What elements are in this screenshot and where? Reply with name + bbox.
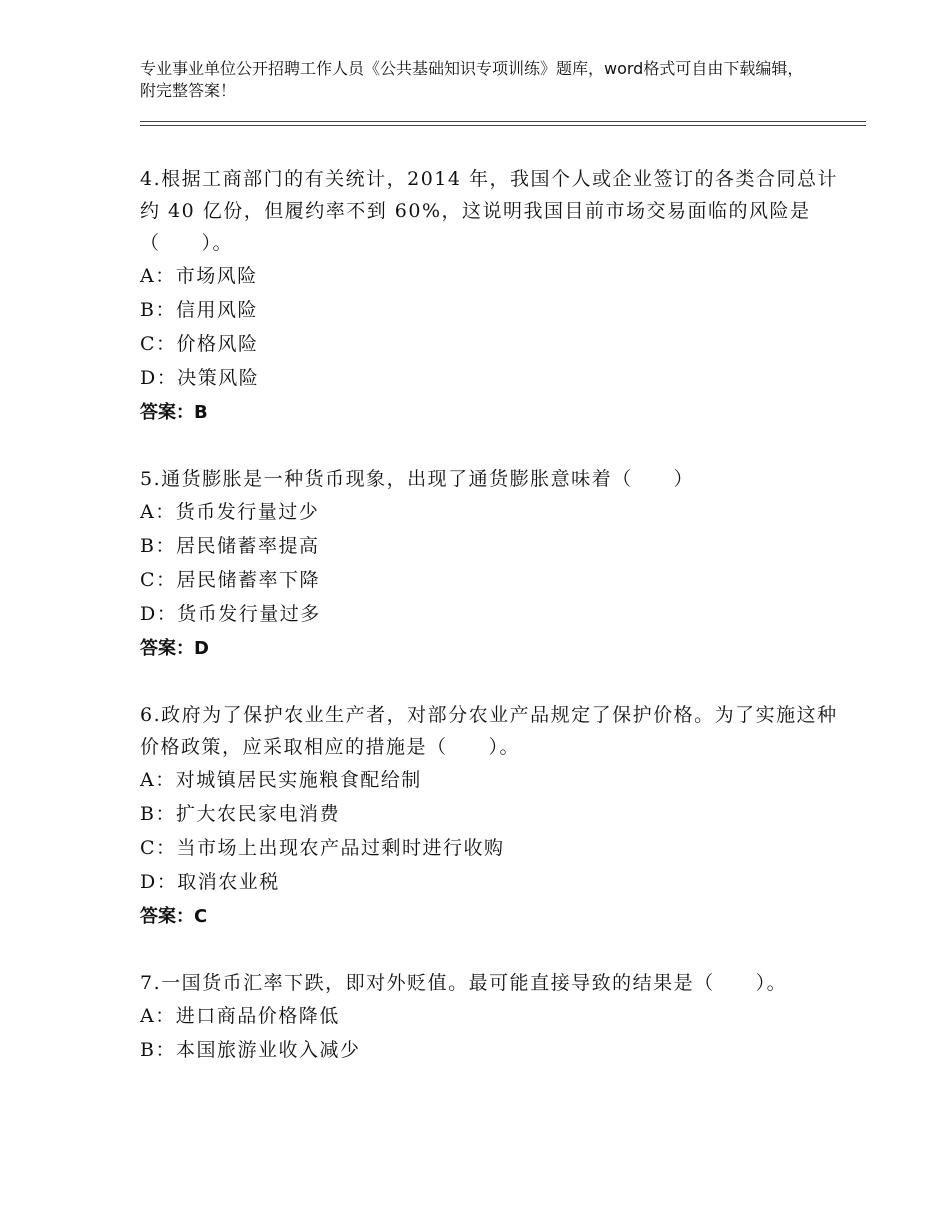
option-a: A：进口商品价格降低 bbox=[140, 1005, 340, 1027]
question-7 bbox=[140, 967, 840, 1067]
option-c: C：当市场上出现农产品过剩时进行收购 bbox=[140, 837, 505, 859]
option-c: C：价格风险 bbox=[140, 333, 259, 355]
answer-label: 答案：C bbox=[140, 906, 208, 927]
question-stem: 5.通货膨胀是一种货币现象，出现了通货膨胀意味着（ ） bbox=[140, 468, 695, 490]
option-c: C：居民储蓄率下降 bbox=[140, 569, 321, 591]
header-rule-bottom bbox=[140, 125, 866, 126]
answer-label: 答案：B bbox=[140, 402, 208, 423]
question-stem: 6.政府为了保护农业生产者，对部分农业产品规定了保护价格。为了实施这种价格政策，应采取相应的措施是（ ）。 bbox=[140, 704, 838, 758]
question-6 bbox=[140, 699, 840, 935]
option-b: B：扩大农民家电消费 bbox=[140, 803, 340, 825]
question-list bbox=[140, 163, 840, 1099]
answer-label: 答案：D bbox=[140, 638, 209, 659]
option-d: D：货币发行量过多 bbox=[140, 603, 321, 625]
question-stem: 7.一国货币汇率下跌，即对外贬值。最可能直接导致的结果是（ ）。 bbox=[140, 972, 788, 994]
option-b: B：信用风险 bbox=[140, 299, 258, 321]
question-stem: 4.根据工商部门的有关统计，2014 年，我国个人或企业签订的各类合同总计约 40 亿份，但履约率不到 60%，这说明我国目前市场交易面临的风险是（ ）。 bbox=[140, 168, 839, 254]
option-a: A：对城镇居民实施粮食配给制 bbox=[140, 769, 422, 791]
option-b: B：居民储蓄率提高 bbox=[140, 535, 320, 557]
question-4 bbox=[140, 163, 840, 431]
question-5 bbox=[140, 463, 840, 667]
option-a: A：货币发行量过少 bbox=[140, 501, 320, 523]
option-d: D：决策风险 bbox=[140, 367, 260, 389]
option-b: B：本国旅游业收入减少 bbox=[140, 1039, 361, 1061]
document-header: 专业事业单位公开招聘工作人员《公共基础知识专项训练》题库，word格式可自由下载编辑，附完整答案！ bbox=[140, 59, 804, 100]
option-a: A：市场风险 bbox=[140, 265, 258, 287]
option-d: D：取消农业税 bbox=[140, 871, 280, 893]
header-rule-top bbox=[140, 121, 866, 122]
